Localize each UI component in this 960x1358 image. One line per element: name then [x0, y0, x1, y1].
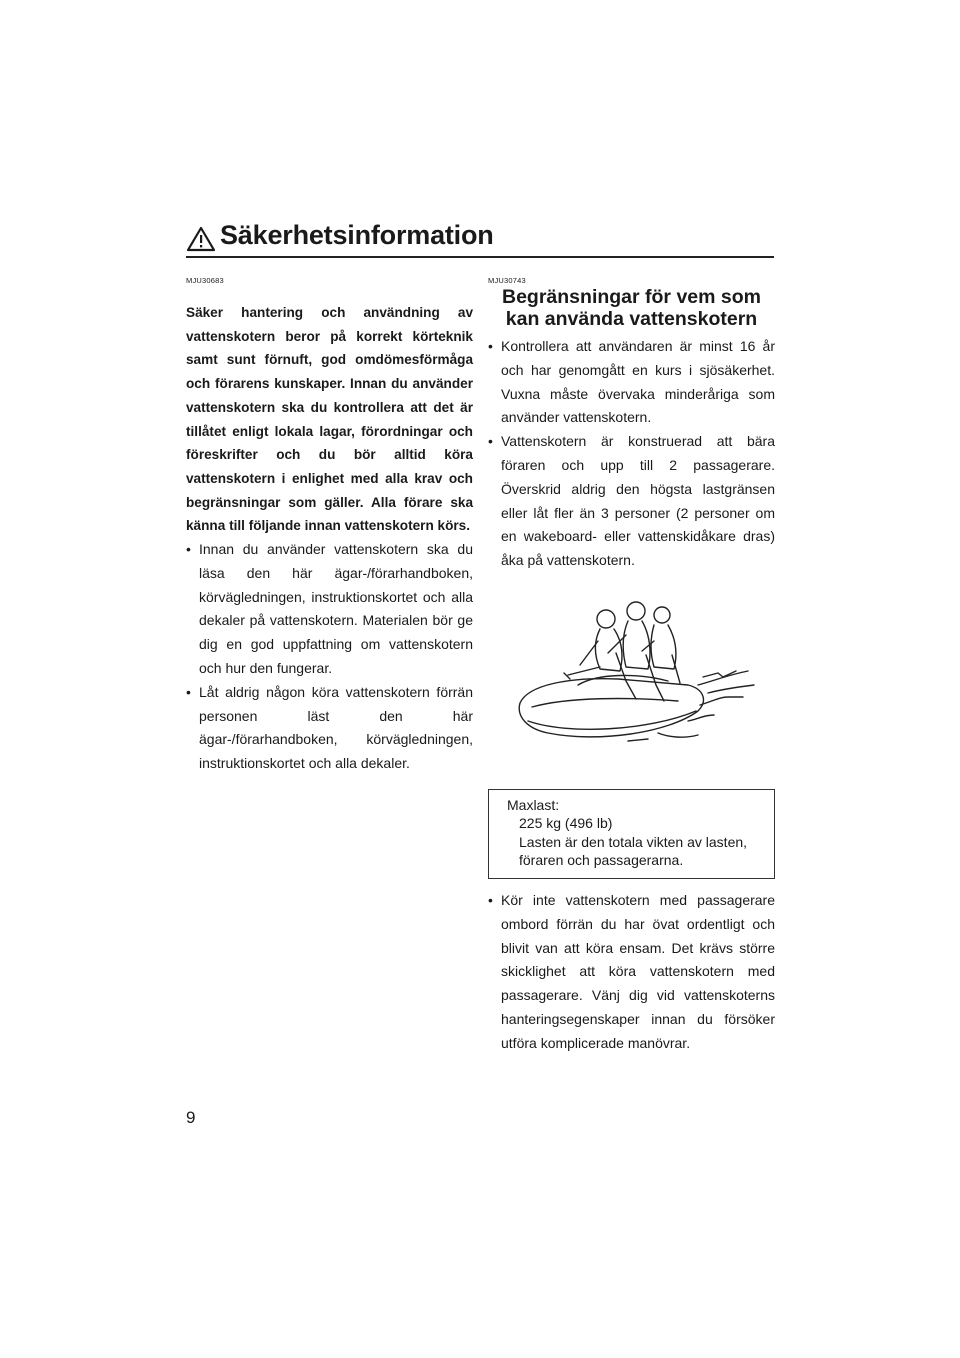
max-load-value: 225 kg (496 lb) [519, 815, 613, 832]
section-heading [488, 286, 775, 330]
bullet-list [488, 335, 775, 573]
watercraft-illustration [488, 581, 775, 781]
watercraft-with-riders-image [508, 593, 758, 773]
right-column [488, 276, 775, 1056]
bullet-list [186, 538, 473, 776]
intro-paragraph: Säker hantering och användning av vattenskotern beror på korrekt körteknik samt sunt förnuft, god omdömesförmåga och förarens kunskaper. Innan du använder vattenskotern ska du kontrollera att det är tillåtet enligt lokala lagar, förordningar och föreskrifter och du bör alltid köra vattenskotern i enlighet med alla krav och begränsningar som gäller. Alla förare ska känna till följande innan vattenskotern körs. [186, 305, 473, 534]
page-header [186, 222, 774, 258]
list-item: • Kontrollera att användaren är minst 16 år och har genomgått en kurs i sjösäkerhet. Vuxna måste övervaka minderåriga som använder vattenskotern. [488, 335, 775, 430]
warning-triangle-icon [186, 226, 216, 252]
section-code: MJU30743 [488, 276, 526, 285]
list-item: • Kör inte vattenskotern med passagerare ombord förrän du har övat ordentligt och blivit van att köra ensam. Det krävs större skicklighet att köra vattenskotern med passagerare. Vänj dig vid vattenskoterns hanteringsegenskaper innan du försöker utföra komplicerade manövrar. [488, 889, 775, 1056]
max-load-label: Maxlast: [507, 796, 560, 813]
page-title: Säkerhetsinformation [220, 220, 494, 250]
section-heading-line: Begränsningar för vem som [502, 286, 761, 308]
list-item: • Innan du använder vattenskotern ska du läsa den här ägar-/förarhandboken, körvägledningen, instruktionskortet och alla dekaler på vattenskotern. Materialen bör ge dig en god uppfattning om vattenskotern och hur den fungerar. [186, 538, 473, 681]
list-item: • Vattenskotern är konstruerad att bära föraren och upp till 2 passagerare. Överskrid aldrig den högsta lastgränsen eller låt fler än 3 personer (2 personer om en wakeboard- eller vattenskidåkare dras) åka på vattenskotern. [488, 430, 775, 573]
list-item: • Låt aldrig någon köra vattenskotern förrän personen läst den här ägar-/förarhandboken, körvägledningen, instruktionskortet och alla dekaler. [186, 681, 473, 776]
section-code: MJU30683 [186, 276, 224, 285]
section-heading-line: kan använda vattenskotern [505, 308, 758, 330]
max-load-box [488, 789, 775, 879]
left-column [186, 276, 473, 776]
bullet-list [488, 889, 775, 1056]
max-load-description: Lasten är den totala vikten av lasten, föraren och passagerarna. [519, 833, 748, 869]
page-number: 9 [186, 1108, 196, 1127]
